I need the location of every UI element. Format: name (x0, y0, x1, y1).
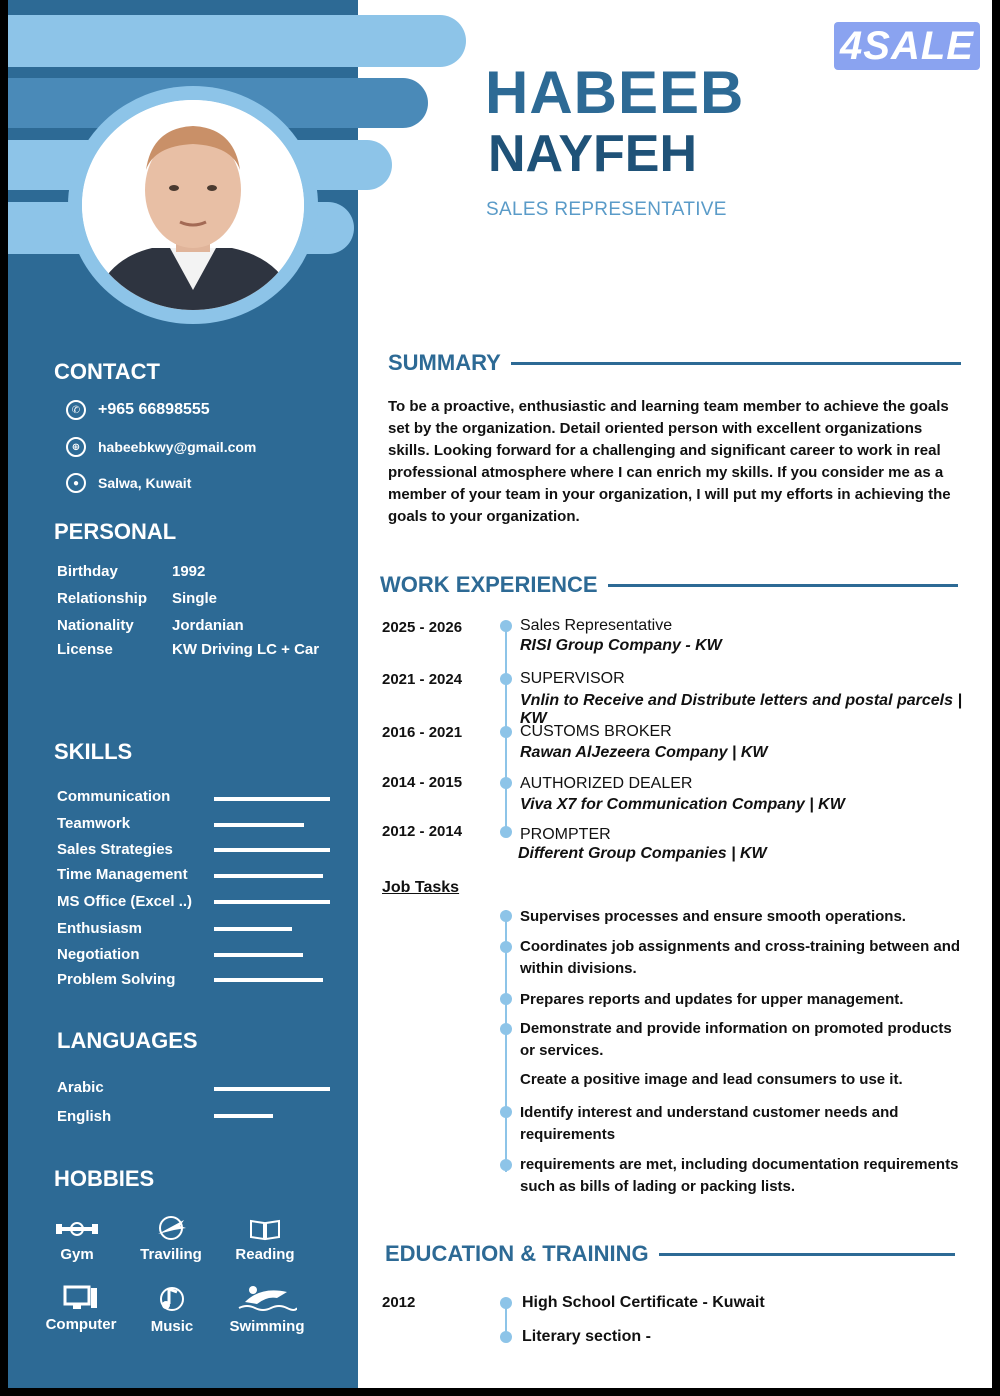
heading-rule (511, 362, 961, 365)
task-bullet (500, 1023, 512, 1035)
job-role: SALES REPRESENTATIVE (486, 199, 727, 220)
education-dot (500, 1297, 512, 1309)
location-text: Salwa, Kuwait (98, 475, 192, 491)
hobby-label: Reading (235, 1246, 295, 1263)
skill-level-bar (214, 927, 292, 931)
timeline-dot (500, 620, 512, 632)
skill-name: Communication (57, 788, 171, 805)
languages-heading: LANGUAGES (57, 1028, 198, 1053)
swimmer-icon (237, 1280, 297, 1314)
hobby-label: Swimming (229, 1318, 305, 1335)
work-company: Viva X7 for Communication Company | KW (520, 796, 845, 813)
personal-label: License (57, 641, 113, 658)
personal-value: Jordanian (172, 617, 244, 634)
timeline-dot (500, 826, 512, 838)
job-task: Demonstrate and provide information on promoted products or services. (520, 1020, 952, 1059)
hobby-label: Music (150, 1318, 194, 1335)
hobbies-heading: HOBBIES (54, 1166, 155, 1191)
skill-level-bar (214, 797, 330, 801)
education-year: 2012 (382, 1294, 416, 1311)
work-years: 2016 - 2021 (382, 724, 463, 741)
decor-stripe (8, 15, 466, 67)
work-title: PROMPTER (520, 826, 611, 843)
education-heading-text: EDUCATION & TRAINING (385, 1241, 649, 1266)
hobby-computer (36, 1284, 126, 1333)
skill-level-bar (214, 848, 330, 852)
book-icon (248, 1218, 282, 1242)
education-dot (500, 1331, 512, 1343)
work-title: Sales Representative (520, 617, 673, 634)
music-icon (155, 1284, 189, 1314)
phone-icon: ✆ (66, 400, 86, 420)
computer-icon (63, 1284, 99, 1312)
work-heading (380, 572, 958, 598)
personal-value: Single (172, 590, 218, 607)
work-company: Vnlin to Receive and Distribute letters and postal parcels | KW (520, 692, 962, 727)
first-name: HABEEB (485, 59, 745, 126)
hobby-label: Gym (60, 1246, 94, 1263)
personal-label: Nationality (57, 617, 134, 634)
job-task: requirements are met, including documentation requirements such as bills of lading or packing lists. (520, 1156, 959, 1195)
work-company: Different Group Companies | KW (518, 845, 767, 862)
skill-level-bar (214, 900, 330, 904)
skill-name: Negotiation (57, 946, 140, 963)
work-title: AUTHORIZED DEALER (520, 775, 693, 792)
skill-name: Enthusiasm (57, 920, 143, 937)
work-title: SUPERVISOR (520, 670, 625, 687)
work-company: Rawan AlJezeera Company | KW (520, 744, 768, 761)
task-bullet (500, 941, 512, 953)
skill-level-bar (214, 823, 304, 827)
work-heading-text: WORK EXPERIENCE (380, 572, 598, 597)
job-task: Supervises processes and ensure smooth operations. (520, 908, 906, 925)
email-text: habeebkwy@gmail.com (98, 439, 257, 455)
hobby-reading (220, 1218, 310, 1263)
language-name: English (57, 1108, 112, 1125)
personal-heading: PERSONAL (54, 519, 177, 544)
hobby-swimming (222, 1280, 312, 1335)
profile-photo (82, 100, 304, 310)
skill-name: MS Office (Excel ..) (57, 893, 193, 910)
summary-heading-text: SUMMARY (388, 350, 501, 375)
globe-icon: ⊕ (66, 437, 86, 457)
skill-level-bar (214, 874, 323, 878)
skill-name: Time Management (57, 866, 188, 883)
skill-name: Sales Strategies (57, 841, 173, 858)
work-years: 2025 - 2026 (382, 619, 463, 636)
resume-page (8, 0, 992, 1388)
language-name: Arabic (57, 1079, 104, 1096)
task-bullet (500, 1159, 512, 1171)
language-level-bar (214, 1114, 273, 1118)
work-years: 2012 - 2014 (382, 823, 463, 840)
contact-heading: CONTACT (54, 359, 160, 384)
contact-location (66, 473, 191, 493)
task-bullet (500, 1106, 512, 1118)
heading-rule (659, 1253, 955, 1256)
last-name: NAYFEH (488, 125, 698, 183)
personal-label: Birthday (57, 563, 118, 580)
summary-text: To be a proactive, enthusiastic and learning team member to achieve the goals set by the organization. Detail oriented person with excellent organizations skills. Looking forward for a challenging and significant career to work in real professional atmosphere where I can enrich my skills. If you consider me as a member of your team in your organization, I will put my efforts in achieving the goals to your organization. (388, 398, 951, 525)
skill-name: Problem Solving (57, 971, 176, 988)
timeline-dot (500, 777, 512, 789)
heading-rule (608, 584, 958, 587)
hobby-music (127, 1284, 217, 1335)
work-company: RISI Group Company - KW (520, 637, 722, 654)
hobby-traveling (126, 1214, 216, 1263)
skill-level-bar (214, 978, 323, 982)
timeline-dot (500, 673, 512, 685)
work-years: 2014 - 2015 (382, 774, 463, 791)
job-tasks-heading: Job Tasks (382, 879, 460, 896)
hobby-label: Traviling (140, 1246, 202, 1263)
hobby-gym (32, 1216, 122, 1263)
work-years: 2021 - 2024 (382, 671, 463, 688)
timeline-dot (500, 726, 512, 738)
personal-label: Relationship (57, 590, 148, 607)
personal-value: 1992 (172, 563, 206, 580)
hobby-label: Computer (45, 1316, 117, 1333)
task-bullet (500, 993, 512, 1005)
job-task: Coordinates job assignments and cross-training between and within divisions. (520, 938, 961, 977)
airplane-globe-icon (154, 1214, 188, 1242)
education-item: High School Certificate - Kuwait (522, 1294, 765, 1311)
contact-phone[interactable] (66, 400, 210, 420)
dumbbell-icon (54, 1216, 100, 1242)
education-heading (385, 1241, 955, 1267)
job-task: Prepares reports and updates for upper management. (520, 991, 904, 1008)
work-title: CUSTOMS BROKER (520, 723, 672, 740)
personal-value: KW Driving LC + Car (172, 641, 320, 658)
skills-heading: SKILLS (54, 739, 133, 764)
education-item: Literary section - (522, 1328, 651, 1345)
watermark-badge: 4SALE (834, 22, 980, 70)
skill-level-bar (214, 953, 303, 957)
summary-heading (388, 350, 961, 376)
job-task: Create a positive image and lead consumers to use it. (520, 1071, 903, 1088)
location-pin-icon: ● (66, 473, 86, 493)
phone-text: +965 66898555 (98, 401, 210, 418)
language-level-bar (214, 1087, 330, 1091)
contact-email[interactable] (66, 437, 256, 457)
skill-name: Teamwork (57, 815, 131, 832)
job-task: Identify interest and understand customer needs and requirements (520, 1104, 899, 1143)
task-bullet (500, 910, 512, 922)
